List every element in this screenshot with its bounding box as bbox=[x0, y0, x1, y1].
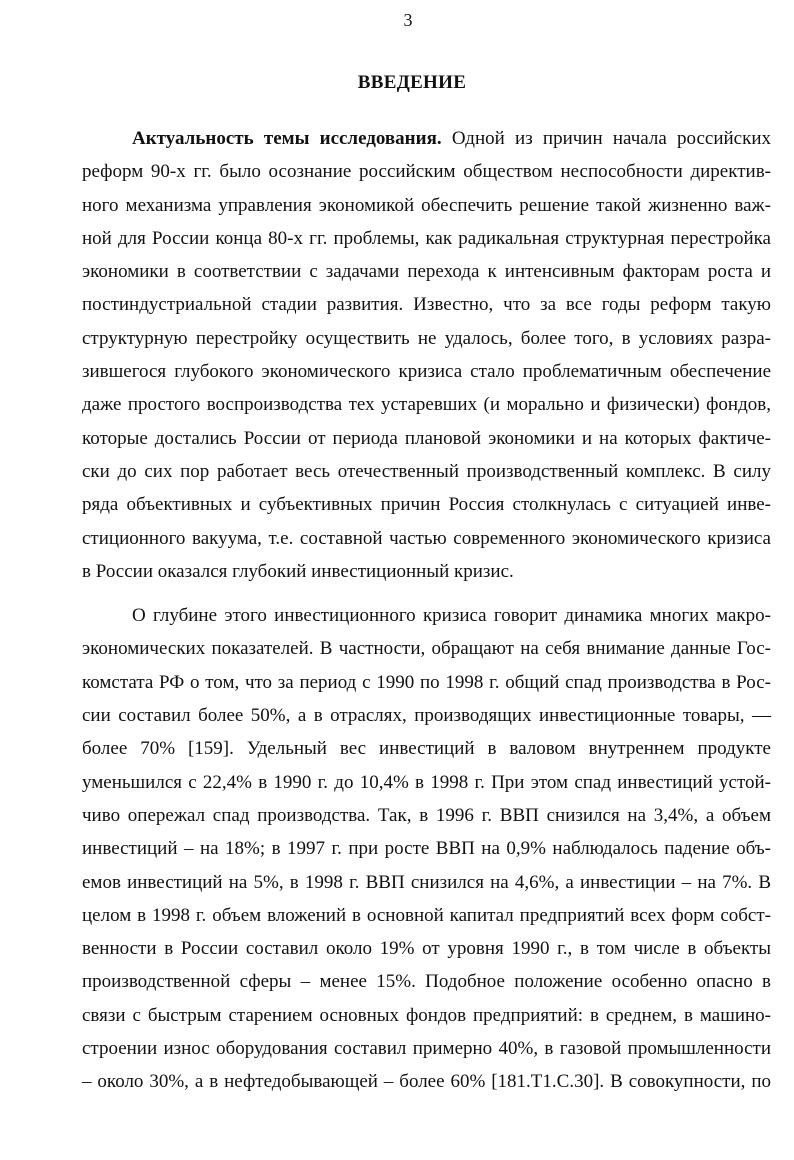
line-text: емов инвестиций на 5%, в 1998 г. ВВП снизился на 4,6%, а инвестиции – на 7%. В bbox=[82, 871, 771, 893]
text-line bbox=[82, 222, 771, 255]
lead-heading: Актуальность темы исследования. bbox=[132, 128, 442, 149]
line-text: О глубине этого инвестиционного кризиса говорит динамика многих макро- bbox=[132, 605, 771, 627]
line-text: более 70% [159]. Удельный вес инвестиций в валовом внутреннем продукте bbox=[82, 738, 771, 760]
text-line bbox=[82, 666, 771, 699]
line-text: связи с быстрым старением основных фондов предприятий: в среднем, в машино- bbox=[82, 1004, 771, 1026]
page-number: 3 bbox=[403, 10, 413, 30]
line-text: целом в 1998 г. объем вложений в основной капитал предприятий всех форм собст- bbox=[82, 904, 771, 926]
text-line bbox=[82, 699, 771, 732]
text-line bbox=[82, 1032, 771, 1065]
line-text: сии составил более 50%, а в отраслях, производящих инвестиционные товары, — bbox=[82, 705, 771, 727]
text-line bbox=[82, 255, 771, 288]
line-text: экономики в соответствии с задачами перехода к интенсивным факторам роста и bbox=[82, 261, 771, 283]
line-text: инвестиций – на 18%; в 1997 г. при росте ВВП на 0,9% наблюдалось падение объ- bbox=[82, 838, 771, 860]
text-line bbox=[82, 488, 771, 521]
line-text: постиндустриальной стадии развития. Известно, что за все годы реформ такую bbox=[82, 294, 771, 316]
line-text: стиционного вакуума, т.е. составной частью современного экономического кризиса bbox=[82, 527, 771, 549]
text-line bbox=[82, 355, 771, 388]
line-text: чиво опережал спад производства. Так, в 1996 г. ВВП снизился на 3,4%, а объем bbox=[82, 804, 771, 826]
text-line bbox=[82, 599, 771, 632]
line-text: венности в России составил около 19% от уровня 1990 г., в том числе в объекты bbox=[82, 938, 771, 960]
line-text: экономических показателей. В частности, обращают на себя внимание данные Гос- bbox=[82, 638, 771, 660]
line-text: ного механизма управления экономикой обеспечить решение такой жизненно важ- bbox=[82, 194, 771, 216]
line-text: комстата РФ о том, что за период с 1990 по 1998 г. общий спад производства в Рос- bbox=[82, 671, 771, 693]
paragraph-2 bbox=[82, 599, 771, 1098]
body-text bbox=[82, 122, 771, 1099]
text-line bbox=[82, 632, 771, 665]
text-line bbox=[82, 522, 771, 555]
text-line bbox=[82, 932, 771, 965]
text-line bbox=[82, 799, 771, 832]
text-line bbox=[82, 122, 771, 155]
paragraph-1 bbox=[82, 122, 771, 588]
line-text: в России оказался глубокий инвестиционный кризис. bbox=[82, 560, 514, 582]
section-title: ВВЕДЕНИЕ bbox=[357, 72, 467, 93]
text-line bbox=[82, 189, 771, 222]
line-text: уменьшился с 22,4% в 1990 г. до 10,4% в 1998 г. При этом спад инвестиций устой- bbox=[82, 771, 771, 793]
text-line bbox=[82, 455, 771, 488]
line-text: даже простого воспроизводства тех устаревших (и морально и физически) фондов, bbox=[82, 394, 771, 416]
line-text: зившегося глубокого экономического кризиса стало проблематичным обеспечение bbox=[82, 361, 771, 383]
text-line bbox=[82, 388, 771, 421]
line-text: которые достались России от периода плановой экономики и на которых фактиче- bbox=[82, 427, 771, 449]
text-line bbox=[82, 899, 771, 932]
line-text: строении износ оборудования составил примерно 40%, в газовой промышленности bbox=[82, 1038, 771, 1060]
text-line bbox=[82, 832, 771, 865]
line-text: ной для России конца 80-х гг. проблемы, как радикальная структурная перестройка bbox=[82, 227, 771, 249]
text-line bbox=[82, 555, 771, 588]
text-line bbox=[82, 766, 771, 799]
line-text: – около 30%, а в нефтедобывающей – более 60% [181.Т1.С.30]. В совокупности, по bbox=[82, 1071, 771, 1093]
line-text: Одной из причин начала российских bbox=[441, 128, 772, 149]
text-line bbox=[82, 322, 771, 355]
text-line bbox=[82, 732, 771, 765]
text-line bbox=[82, 288, 771, 321]
text-line bbox=[82, 965, 771, 998]
line-text: производственной сферы – менее 15%. Подобное положение особенно опасно в bbox=[82, 971, 771, 993]
line-text: ски до сих пор работает весь отечественный производственный комплекс. В силу bbox=[82, 460, 771, 482]
text-line bbox=[82, 866, 771, 899]
line-text: реформ 90-х гг. было осознание российским обществом неспособности директив- bbox=[82, 161, 771, 183]
line-text: ряда объективных и субъективных причин Россия столкнулась с ситуацией инве- bbox=[82, 494, 771, 516]
text-line bbox=[82, 1065, 771, 1098]
text-line bbox=[82, 999, 771, 1032]
line-text: структурную перестройку осуществить не удалось, более того, в условиях разра- bbox=[82, 327, 771, 349]
text-line bbox=[82, 155, 771, 188]
text-line bbox=[82, 422, 771, 455]
